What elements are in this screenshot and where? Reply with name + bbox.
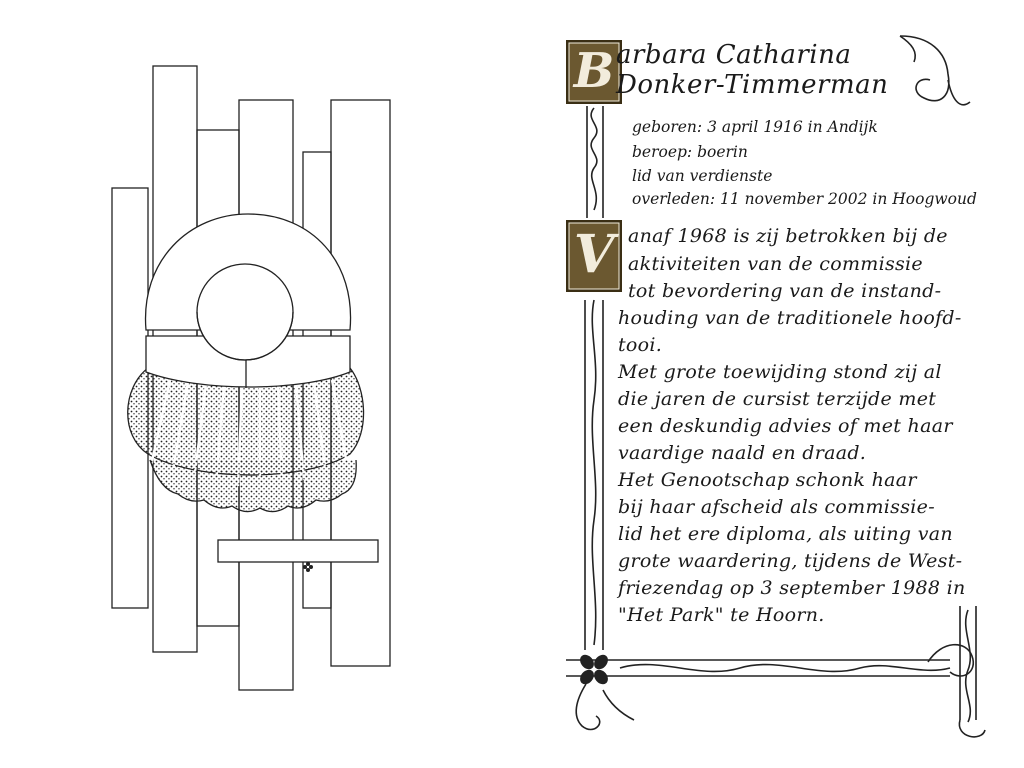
detail-birth: geboren: 3 april 1916 in Andijk [632, 118, 878, 136]
body-initial: V [573, 224, 615, 285]
left-pillar [585, 106, 603, 650]
heading-initial: B [573, 43, 615, 99]
headdress-drawing [112, 66, 390, 690]
body-line-8: een deskundig advies of met haar [618, 415, 953, 437]
detail-membership: lid van verdienste [632, 167, 773, 185]
name-line-2: Donker-Timmerman [616, 70, 889, 100]
body-line-5: tooi. [618, 334, 663, 356]
body-line-7: die jaren de cursist terzijde met [618, 388, 937, 410]
body-line-13: grote waardering, tijdens de West- [618, 550, 963, 572]
body-line-12: lid het ere diploma, als uiting van [618, 523, 953, 545]
body-line-3: tot bevordering van de instand- [628, 280, 942, 302]
name-plate [218, 540, 378, 562]
detail-occupation: beroep: boerin [632, 143, 748, 161]
body-line-15: "Het Park" te Hoorn. [618, 604, 825, 626]
body-line-6: Met grote toewijding stond zij al [618, 361, 942, 383]
small-clover-icon [303, 562, 313, 572]
scroll-ornament-icon [900, 36, 970, 105]
traditional-bonnet-drawing-icon [128, 214, 364, 512]
body-line-10: Het Genootschap schonk haar [618, 469, 917, 491]
body-line-1: anaf 1968 is zij betrokken bij de [628, 225, 948, 247]
four-leaf-clover-icon [577, 652, 610, 687]
body-line-11: bij haar afscheid als commissie- [618, 496, 935, 518]
body-line-4: houding van de traditionele hoofd- [618, 307, 962, 329]
body-line-2: aktiviteiten van de commissie [628, 253, 923, 275]
body-line-14: friezendag op 3 september 1988 in [618, 577, 966, 599]
body-line-9: vaardige naald en draad. [618, 442, 867, 464]
detail-death: overleden: 11 november 2002 in Hoogwoud [632, 190, 977, 208]
decorative-border [566, 36, 985, 737]
name-line-1: arbara Catharina [616, 40, 852, 70]
